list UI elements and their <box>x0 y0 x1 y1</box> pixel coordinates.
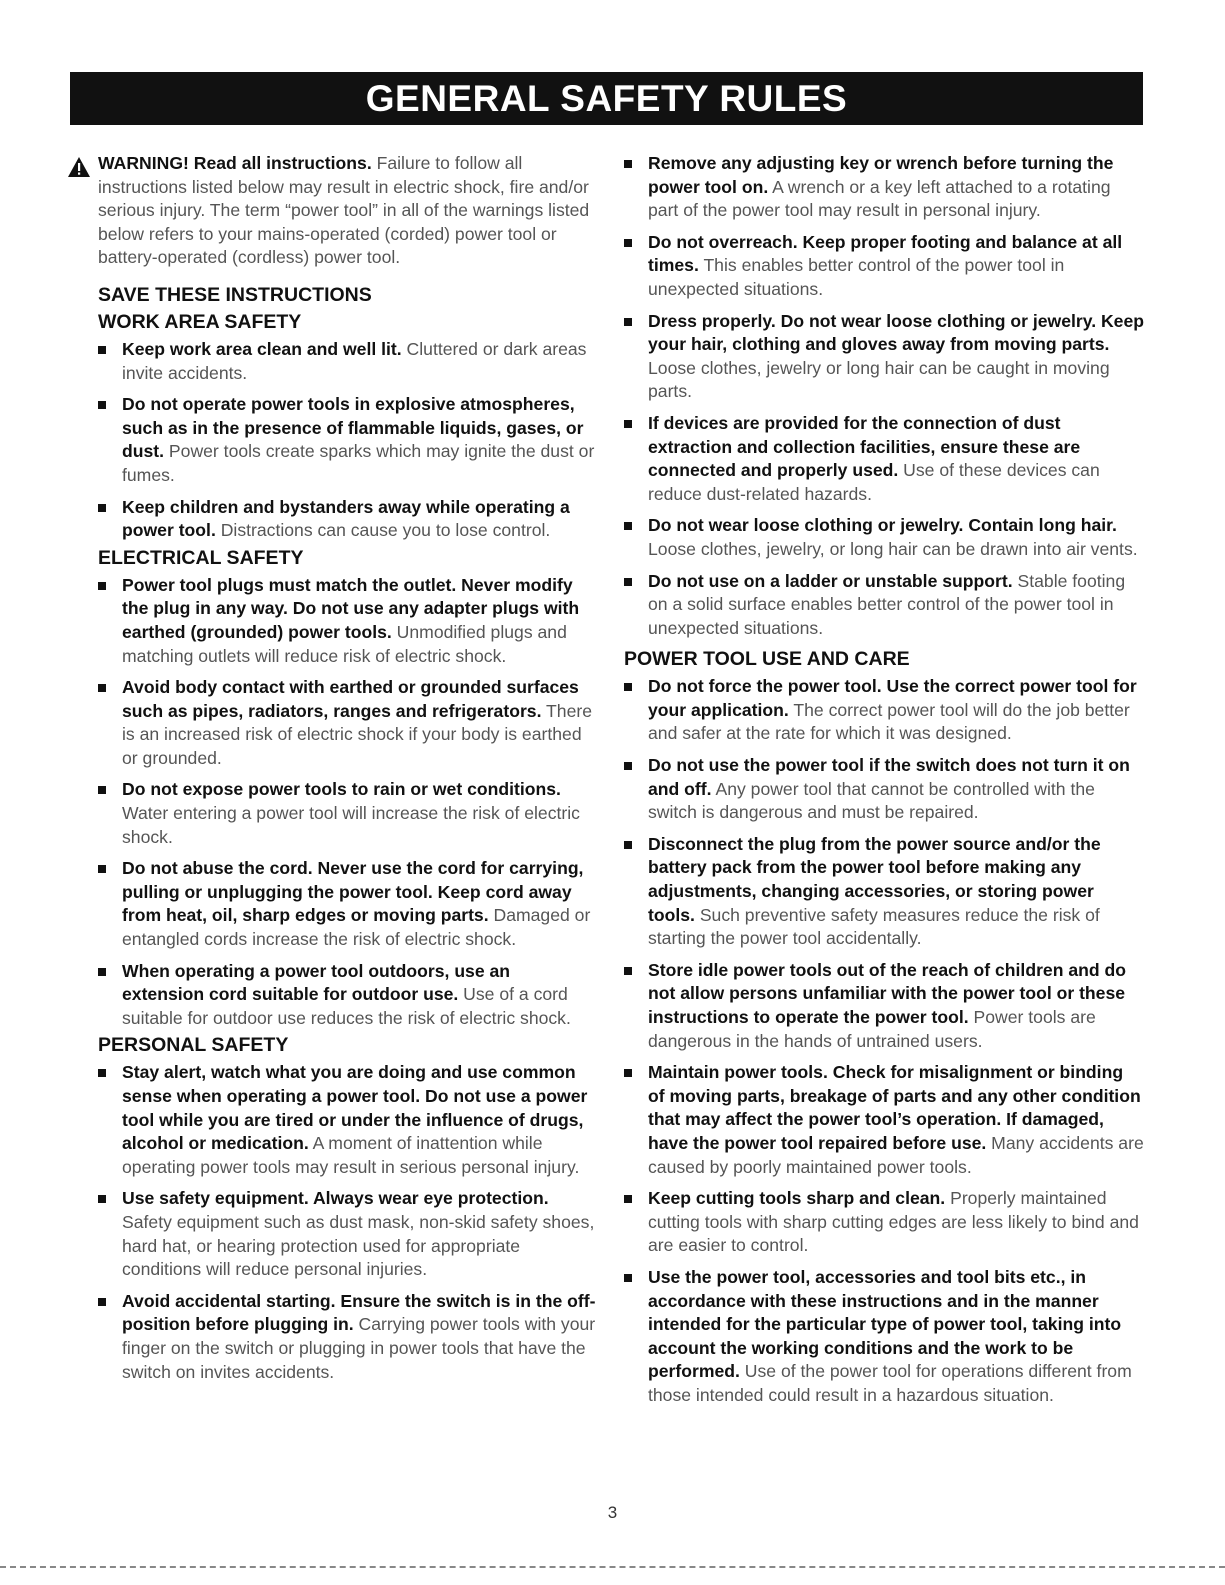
item-text: There is an increased risk of electric shock if your body is earthed or grounded. <box>122 700 593 768</box>
bullet-icon <box>624 1187 648 1209</box>
bullet-icon <box>98 496 122 518</box>
item-text: Cluttered or dark areas invite accidents. <box>122 338 587 383</box>
list-item <box>624 1061 1144 1179</box>
list-item <box>98 778 596 849</box>
item-bold: Do not use the power tool if the switch does not turn it on and off. <box>648 755 1130 799</box>
bullet-icon <box>624 514 648 536</box>
item-text: Use of a cord suitable for outdoor use reduces the risk of electric shock. <box>122 984 571 1028</box>
item-text: Such preventive safety measures reduce the risk of starting the power tool accidentally. <box>648 904 1100 949</box>
item-text: Unmodified plugs and matching outlets will reduce risk of electric shock. <box>122 621 567 666</box>
item-text: Any power tool that cannot be controlled with the switch is dangerous and must be repaired. <box>648 778 1095 823</box>
item-text: Power tools create sparks which may ignite the dust or fumes. <box>122 441 595 485</box>
right-column <box>624 152 1144 1416</box>
item-bold: Do not overreach. Keep proper footing and balance at all times. <box>648 231 1123 276</box>
list-item <box>98 960 596 1031</box>
section-heading-personal: PERSONAL SAFETY <box>98 1034 289 1057</box>
general-list <box>624 152 1144 640</box>
list-item <box>98 857 596 951</box>
list-item <box>624 959 1144 1053</box>
item-bold: Keep cutting tools sharp and clean. <box>648 1188 946 1209</box>
item-text: Use of the power tool for operations different from those intended could result in a hazardous situation. <box>648 1361 1132 1405</box>
list-item <box>624 310 1144 404</box>
bullet-icon <box>624 412 648 434</box>
item-bold: Keep children and bystanders away while operating a power tool. <box>122 496 570 541</box>
item-text: The correct power tool will do the job better and safer at the rate for which it was designed. <box>648 699 1130 744</box>
list-item <box>98 1187 596 1281</box>
page-number: 3 <box>607 1503 618 1522</box>
item-text: Use of these devices can reduce dust-related hazards. <box>648 460 1100 504</box>
bullet-icon <box>624 570 648 592</box>
list-item <box>98 393 596 487</box>
list-item <box>624 152 1144 223</box>
bullet-icon <box>98 960 122 982</box>
left-column <box>98 152 596 1392</box>
warning-bold: Read all instructions. <box>193 153 372 173</box>
bullet-icon <box>624 754 648 776</box>
warning-body: Failure to follow all instructions listed below may result in electric shock, fire and/or serious injury. The term “power tool” in all of the warnings listed below refers to your mains-operated (corded) power tool or battery-operated (cordless) power tool. <box>98 153 590 268</box>
list-item <box>624 570 1144 641</box>
section-heading-electrical: ELECTRICAL SAFETY <box>98 546 304 569</box>
item-bold: Do not operate power tools in explosive atmospheres, such as in the presence of flammable liquids, gases, or dust. <box>122 394 584 462</box>
list-item <box>98 1061 596 1179</box>
bullet-icon <box>624 310 648 332</box>
warning-text <box>98 152 596 270</box>
warning-triangle-icon <box>68 152 98 182</box>
item-text: A wrench or a key left attached to a rotating part of the power tool may result in personal injury. <box>648 176 1111 221</box>
item-bold: If devices are provided for the connection of dust extraction and collection facilities, ensure these are connected and properly used. <box>648 412 1081 481</box>
bullet-icon <box>624 1061 648 1083</box>
item-bold: Avoid accidental starting. Ensure the switch is in the off-position before plugging in. <box>122 1290 596 1335</box>
title-banner <box>70 72 1143 125</box>
list-item <box>624 754 1144 825</box>
item-text: Safety equipment such as dust mask, non-skid safety shoes, hard hat, or hearing protection used for appropriate conditions will reduce personal injuries. <box>122 1211 595 1280</box>
item-text: Properly maintained cutting tools with sharp cutting edges are less likely to bind and are easier to control. <box>648 1188 1139 1256</box>
bullet-icon <box>98 1187 122 1209</box>
bullet-icon <box>98 1290 122 1312</box>
list-item <box>98 574 596 668</box>
power-tool-list <box>624 675 1144 1407</box>
item-text: Loose clothes, jewelry, or long hair can be drawn into air vents. <box>648 538 1138 559</box>
section-heading-power-tool: POWER TOOL USE AND CARE <box>624 648 910 671</box>
list-item <box>624 1187 1144 1258</box>
item-text: Distractions can cause you to lose control. <box>220 520 551 541</box>
item-text: Many accidents are caused by poorly maintained power tools. <box>648 1132 1144 1177</box>
item-bold: Do not abuse the cord. Never use the cord for carrying, pulling or unplugging the power tool. Keep cord away from heat, oil, sharp edges or moving parts. <box>122 858 584 926</box>
bullet-icon <box>98 393 122 415</box>
list-item <box>98 338 596 385</box>
bullet-icon <box>624 959 648 981</box>
item-bold: Maintain power tools. Check for misalignment or binding of moving parts, breakage of parts and any other condition that may affect the power tool’s operation. If damaged, have the power tool repaired before use. <box>648 1062 1141 1153</box>
bullet-icon <box>98 676 122 698</box>
page-title: GENERAL SAFETY RULES <box>365 77 848 119</box>
bullet-icon <box>98 857 122 879</box>
item-bold: Remove any adjusting key or wrench before turning the power tool on. <box>648 153 1114 197</box>
item-text: Damaged or entangled cords increase the risk of electric shock. <box>122 905 591 950</box>
item-bold: Dress properly. Do not wear loose clothing or jewelry. Keep your hair, clothing and gloves away from moving parts. <box>648 310 1145 355</box>
electrical-list <box>98 574 596 1031</box>
item-bold: Do not expose power tools to rain or wet conditions. <box>122 779 561 800</box>
bullet-icon <box>624 675 648 697</box>
item-bold: Disconnect the plug from the power source and/or the battery pack from the power tool before making any adjustments, changing accessories, or storing power tools. <box>648 833 1101 925</box>
item-bold: Store idle power tools out of the reach of children and do not allow persons unfamiliar with the power tool or these instructions to operate the power tool. <box>648 959 1126 1027</box>
list-item <box>98 676 596 770</box>
item-text: A moment of inattention while operating power tools may result in serious personal injury. <box>122 1133 580 1177</box>
list-item <box>624 514 1144 561</box>
warning-block <box>68 152 596 270</box>
item-text: Loose clothes, jewelry or long hair can be caught in moving parts. <box>648 357 1110 402</box>
list-item <box>624 833 1144 951</box>
page-edge-divider <box>0 1566 1225 1568</box>
item-bold: Avoid body contact with earthed or grounded surfaces such as pipes, radiators, ranges and refrigerators. <box>122 677 579 721</box>
item-text: This enables better control of the power tool in unexpected situations. <box>648 255 1065 299</box>
item-text: Power tools are dangerous in the hands of untrained users. <box>648 1007 1096 1051</box>
item-text: Carrying power tools with your finger on the switch or plugging in power tools that have the switch on invites accidents. <box>122 1314 596 1382</box>
bullet-icon <box>98 574 122 596</box>
item-bold: Use the power tool, accessories and tool bits etc., in accordance with these instructions and in the manner intended for the particular type of power tool, taking into account the working conditions and the work to be performed. <box>648 1266 1122 1382</box>
item-bold: Do not force the power tool. Use the correct power tool for your application. <box>648 676 1137 720</box>
list-item <box>624 412 1144 506</box>
item-bold: Power tool plugs must match the outlet. Never modify the plug in any way. Do not use any adapter plugs with earthed (grounded) power tools. <box>122 574 580 642</box>
warning-label: WARNING! <box>98 153 189 173</box>
list-item <box>98 496 596 543</box>
bullet-icon <box>98 778 122 800</box>
list-item <box>624 231 1144 302</box>
bullet-icon <box>98 338 122 360</box>
bullet-icon <box>624 833 648 855</box>
item-bold: Stay alert, watch what you are doing and use common sense when operating a power tool. Do not use a power tool while you are tired or under the influence of drugs, alcohol or medication. <box>122 1062 588 1154</box>
section-heading-save: SAVE THESE INSTRUCTIONS <box>98 283 372 306</box>
item-bold: Do not wear loose clothing or jewelry. Contain long hair. <box>648 515 1117 536</box>
bullet-icon <box>624 231 648 253</box>
item-text: Stable footing on a solid surface enables better control of the power tool in unexpected situations. <box>648 570 1126 638</box>
section-heading-work-area: WORK AREA SAFETY <box>98 310 302 333</box>
bullet-icon <box>624 1266 648 1288</box>
item-bold: Do not use on a ladder or unstable support. <box>648 570 1013 591</box>
work-area-list <box>98 338 596 543</box>
list-item <box>98 1290 596 1384</box>
item-bold: Use safety equipment. Always wear eye protection. <box>122 1188 549 1209</box>
bullet-icon <box>624 152 648 174</box>
personal-list <box>98 1061 596 1384</box>
item-bold: When operating a power tool outdoors, use an extension cord suitable for outdoor use. <box>122 960 511 1005</box>
item-text: Water entering a power tool will increase the risk of electric shock. <box>122 803 580 847</box>
list-item <box>624 675 1144 746</box>
list-item <box>624 1266 1144 1408</box>
bullet-icon <box>98 1061 122 1083</box>
item-bold: Keep work area clean and well lit. <box>122 338 402 359</box>
